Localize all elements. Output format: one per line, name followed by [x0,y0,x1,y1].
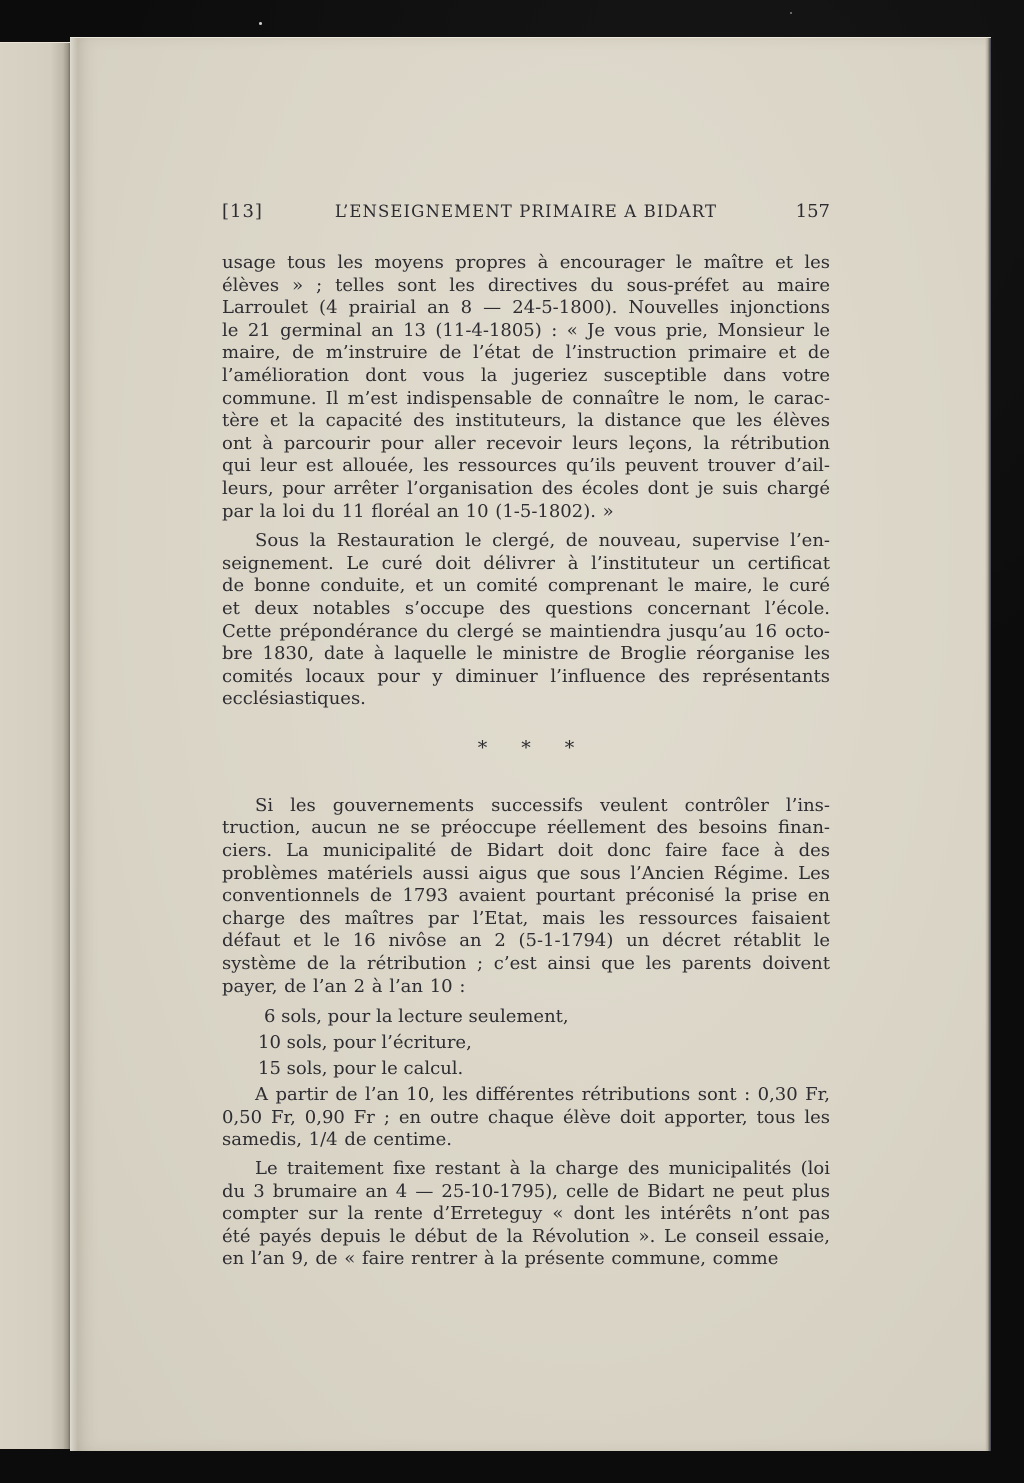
text-line: samedis, 1/4 de centime. [222,1129,452,1151]
text-line: l’amélioration dont vous la jugeriez susceptible dans votre [222,364,830,386]
page-number: 157 [795,201,831,222]
text-line: payer, de l’an 2 à l’an 10 : [222,975,466,997]
text-line: qui leur est allouée, les ressources qu’ils peuvent trouver d’ail- [222,455,830,477]
text-line: charge des maîtres par l’Etat, mais les ressources faisaient [222,907,830,929]
text-line: en l’an 9, de « faire rentrer à la présente commune, comme [222,1248,779,1270]
text-line: défaut et le 16 nivôse an 2 (5-1-1794) un décret rétablit le [222,930,830,952]
paragraph [222,530,830,711]
text-line: maire, de m’instruire de l’état de l’instruction primaire et de [222,342,830,364]
text-line: conventionnels de 1793 avaient pourtant préconisé la prise en [222,885,830,907]
running-title: L’ENSEIGNEMENT PRIMAIRE A BIDART [334,202,718,221]
list-item: 15 sols, pour le calcul. [258,1058,464,1080]
text-blocks [222,252,830,1271]
text-line: été payés depuis le début de la Révolution ». Le conseil essaie, [222,1225,830,1247]
list-item: 10 sols, pour l’écriture, [258,1032,472,1054]
text-line: système de la rétribution ; c’est ainsi que les parents doivent [222,953,830,975]
text-line: ciers. La municipalité de Bidart doit donc faire face à des [222,840,830,862]
page-content [222,201,830,1271]
text-line: bre 1830, date à laquelle le ministre de Broglie réorganise les [222,643,830,665]
paragraph [222,1084,830,1152]
paragraph [222,1158,830,1271]
text-line: A partir de l’an 10, les différentes rétributions sont : 0,30 Fr, [255,1084,830,1106]
dust-speck [259,22,262,25]
text-line: de bonne conduite, et un comité comprenant le maire, le curé [222,575,830,597]
page-header [222,201,830,222]
text-line: par la loi du 11 floréal an 10 (1-5-1802). » [222,500,614,522]
text-line: Larroulet (4 prairial an 8 — 24-5-1800). Nouvelles injonctions [222,297,830,319]
text-line: Le traitement fixe restant à la charge des municipalités (loi [255,1158,830,1179]
text-line: du 3 brumaire an 4 — 25-10-1795), celle de Bidart ne peut plus [222,1180,830,1202]
article-ref-number: [13] [222,201,263,222]
text-line: ont à parcourir pour aller recevoir leurs leçons, la rétribution [222,432,830,454]
text-line: Sous la Restauration le clergé, de nouveau, supervise l’en- [255,530,830,552]
text-line: seignement. Le curé doit délivrer à l’instituteur un certificat [222,552,830,574]
asterisk-separator: * * * [477,736,589,759]
text-line: Cette prépondérance du clergé se maintiendra jusqu’au 16 octo- [222,620,830,642]
payment-list [222,1004,830,1082]
paragraph [222,252,830,523]
text-line: commune. Il m’est indispensable de connaître le nom, le carac- [222,387,830,409]
text-line: leurs, pour arrêter l’organisation des écoles dont je suis chargé [222,477,830,499]
text-line: 0,50 Fr, 0,90 Fr ; en outre chaque élève doit apporter, tous les [222,1106,830,1128]
text-line: comités locaux pour y diminuer l’influence des représentants [222,665,830,687]
list-item: 6 sols, pour la lecture seulement, [264,1006,569,1028]
text-line: tère et la capacité des instituteurs, la distance que les élèves [222,410,830,432]
text-line: usage tous les moyens propres à encourager le maître et les [222,252,830,273]
text-line: ecclésiastiques. [222,688,366,710]
scanned-page [70,37,991,1451]
text-line: le 21 germinal an 13 (11-4-1805) : « Je vous prie, Monsieur le [222,319,830,341]
text-line: élèves » ; telles sont les directives du sous-préfet au maire [222,274,830,296]
paragraph [222,795,830,998]
dust-speck [790,12,792,14]
book-gutter-previous-page-edge [0,42,70,1449]
text-line: et deux notables s’occupe des questions concernant l’école. [222,597,830,619]
text-line: truction, aucun ne se préoccupe réellement des besoins finan- [222,817,830,839]
text-line: Si les gouvernements successifs veulent contrôler l’ins- [255,794,830,816]
text-line: compter sur la rente d’Erreteguy « dont les intérêts n’ont pas [222,1203,830,1225]
text-line: problèmes matériels aussi aigus que sous l’Ancien Régime. Les [222,862,830,884]
